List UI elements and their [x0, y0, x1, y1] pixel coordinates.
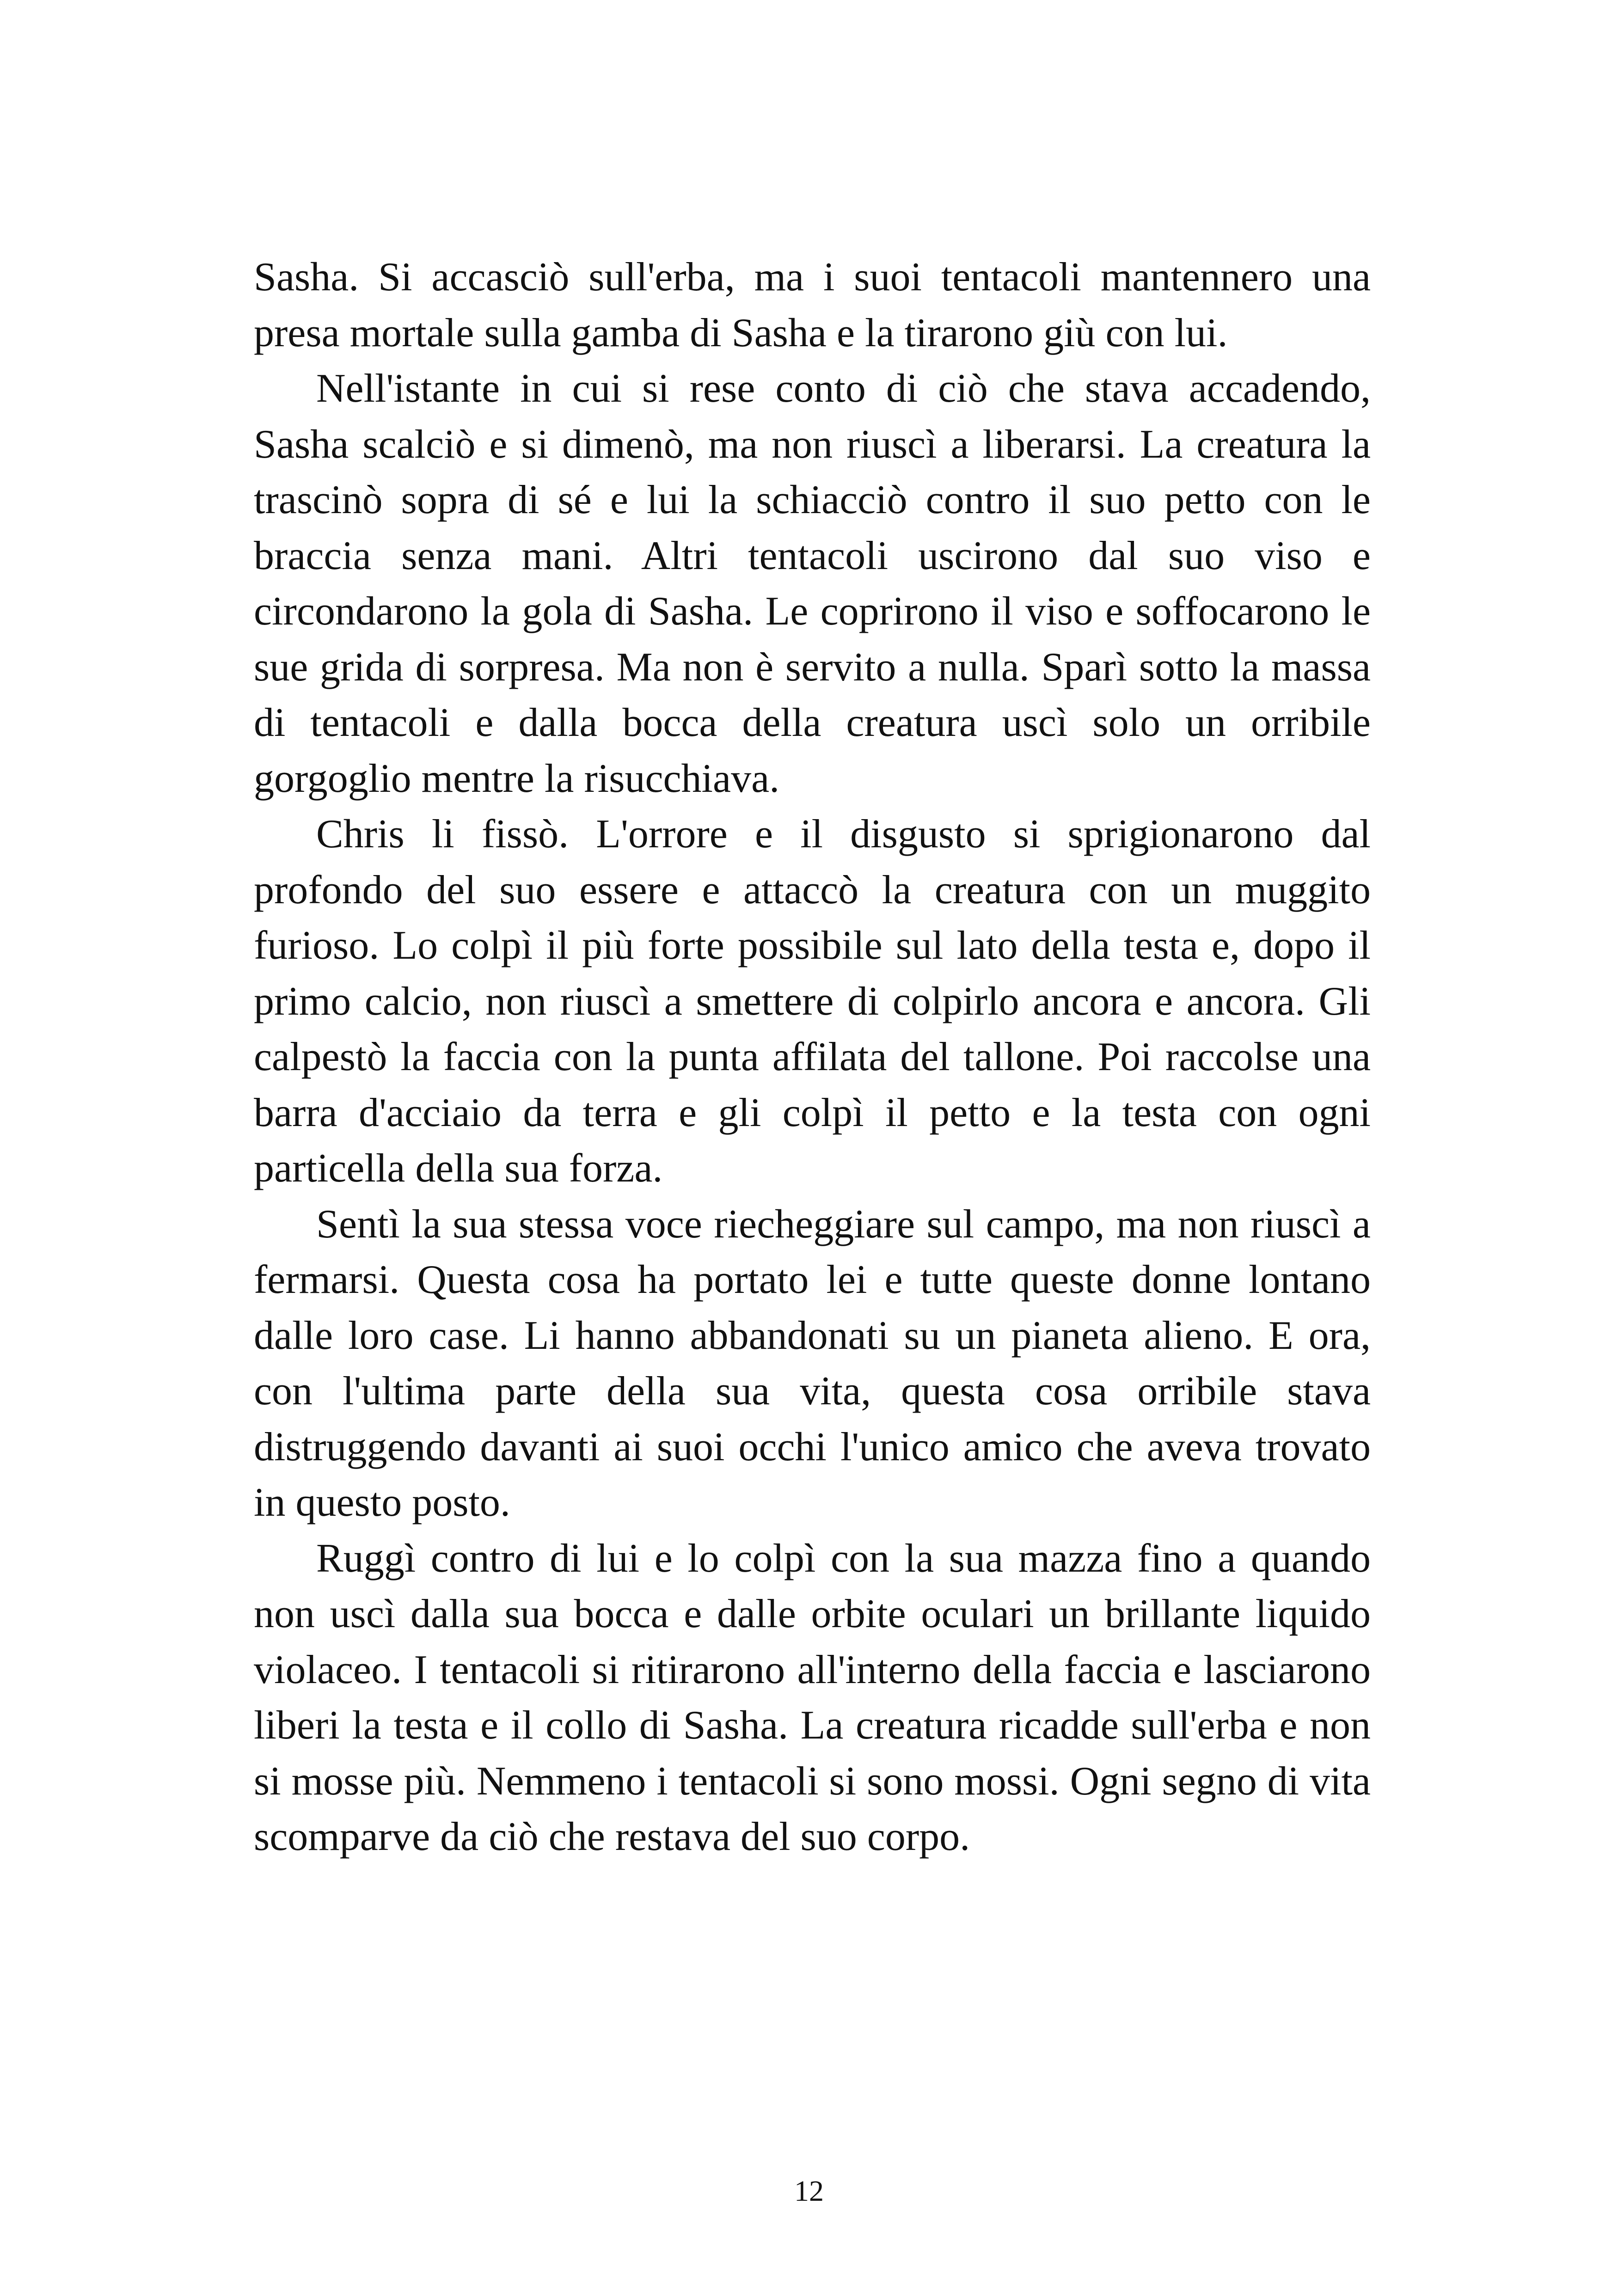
paragraph-3: Chris li fissò. L'orrore e il disgusto si sprigionarono dal profondo del suo essere e attaccò la creatura con un muggito furioso. Lo colpì il più forte possibile sul lato della testa e, dopo il primo calcio, non riuscì a smettere di colpirlo ancora e ancora. Gli calpestò la faccia con la punta affilata del tallone. Poi raccolse una barra d'acciaio da terra e gli colpì il petto e la testa con ogni particella della sua forza. [254, 812, 1371, 1191]
body-text [254, 250, 1371, 1865]
paragraph-2: Nell'istante in cui si rese conto di ciò che stava accadendo, Sasha scalciò e si dimenò, ma non riuscì a liberarsi. La creatura la trascinò sopra di sé e lui la schiacciò contro il suo petto con le braccia senza mani. Altri tentacoli uscirono dal suo viso e circondarono la gola di Sasha. Le coprirono il viso e soffocarono le sue grida di sorpresa. Ma non è servito a nulla. Sparì sotto la massa di tentacoli e dalla bocca della creatura uscì solo un orribile gorgoglio mentre la risucchiava. [254, 366, 1371, 801]
paragraph-4: Sentì la sua stessa voce riecheggiare sul campo, ma non riuscì a fermarsi. Questa cosa ha portato lei e tutte queste donne lontano dalle loro case. Li hanno abbandonati su un pianeta alieno. E ora, con l'ultima parte della sua vita, questa cosa orribile stava distruggendo davanti ai suoi occhi l'unico amico che aveva trovato in questo posto. [254, 1201, 1371, 1525]
paragraph-5: Ruggì contro di lui e lo colpì con la sua mazza fino a quando non uscì dalla sua bocca e dalle orbite oculari un brillante liquido violaceo. I tentacoli si ritirarono all'interno della faccia e lasciarono liberi la testa e il collo di Sasha. La creatura ricadde sull'erba e non si mosse più. Nemmeno i tentacoli si sono mossi. Ogni segno di vita scomparve da ciò che restava del suo corpo. [254, 1536, 1371, 1859]
page-number: 12 [794, 2174, 824, 2207]
paragraph-1: Sasha. Si accasciò sull'erba, ma i suoi tentacoli mantennero una presa mortale sulla gamba di Sasha e la tirarono giù con lui. [254, 255, 1371, 355]
